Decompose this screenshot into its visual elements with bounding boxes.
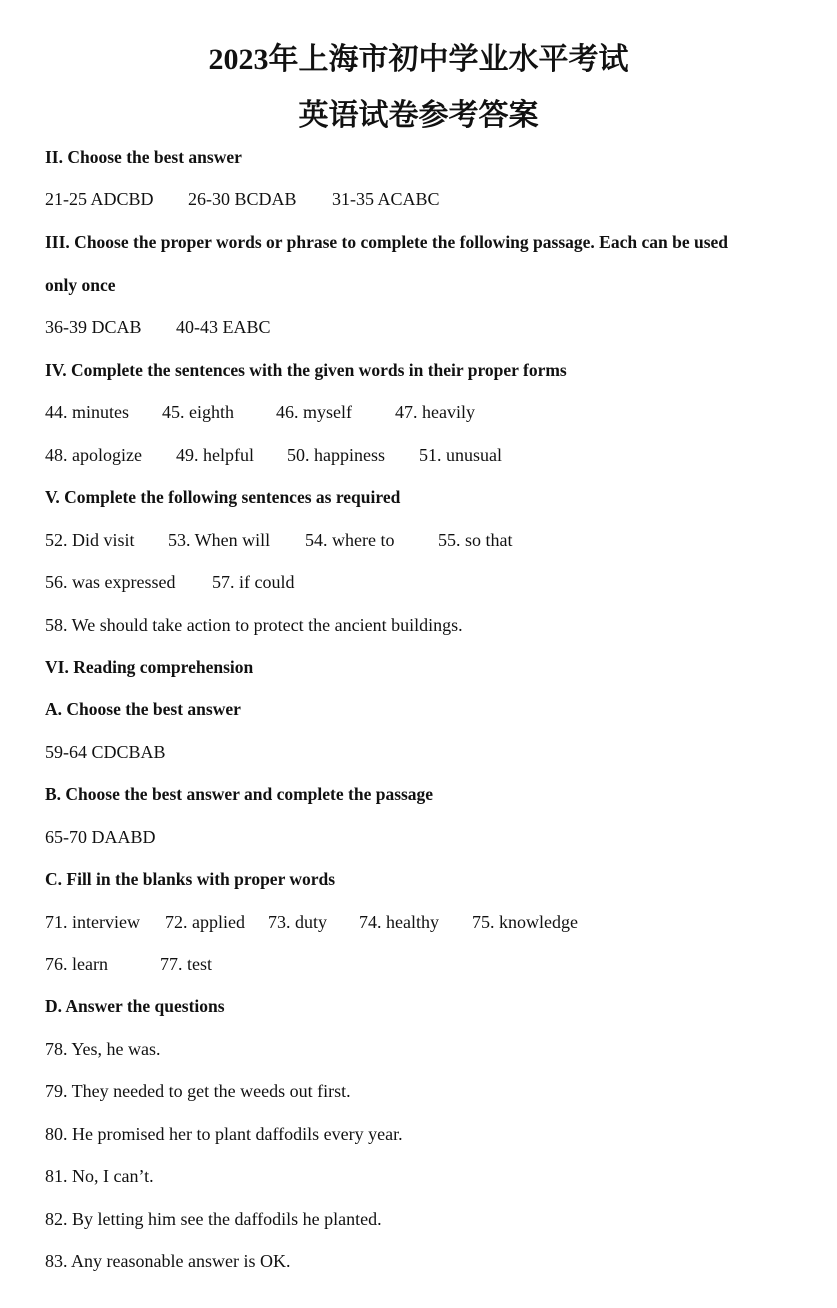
answer: 65-70 DAABD (45, 827, 156, 847)
answer: 76. learn (45, 954, 108, 974)
answer: 72. applied (165, 912, 245, 932)
answer: 46. myself (276, 402, 352, 422)
answer: 48. apologize (45, 445, 142, 465)
subsection-heading: B. Choose the best answer and complete the passage (45, 784, 434, 804)
section-heading: II. Choose the best answer (45, 147, 242, 167)
answer: 57. if could (212, 572, 295, 592)
answer: 26-30 BCDAB (188, 189, 297, 209)
answer: 81. No, I can’t. (45, 1166, 154, 1186)
section-heading: VI. Reading comprehension (45, 657, 254, 677)
document-subtitle: 英语试卷参考答案 (298, 99, 539, 132)
answer: 56. was expressed (45, 572, 176, 592)
answer: 55. so that (438, 530, 513, 550)
subsection-heading: C. Fill in the blanks with proper words (45, 869, 336, 889)
subsection-heading: D. Answer the questions (45, 996, 225, 1016)
answer: 71. interview (45, 912, 140, 932)
answer: 75. knowledge (472, 912, 578, 932)
section-heading: V. Complete the following sentences as required (45, 487, 401, 507)
answer: 79. They needed to get the weeds out first. (45, 1081, 351, 1101)
answer: 31-35 ACABC (332, 189, 440, 209)
answer: 21-25 ADCBD (45, 189, 154, 209)
subsection-heading: A. Choose the best answer (45, 699, 241, 719)
section-heading: IV. Complete the sentences with the given words in their proper forms (45, 360, 567, 380)
section-heading: III. Choose the proper words or phrase to complete the following passage. Each can be used (45, 232, 729, 252)
answer: 52. Did visit (45, 530, 135, 550)
answer: 49. helpful (176, 445, 254, 465)
answer: 40-43 EABC (176, 317, 271, 337)
answer: 36-39 DCAB (45, 317, 142, 337)
answer: 53. When will (168, 530, 271, 550)
answer: 44. minutes (45, 402, 129, 422)
answer: 58. We should take action to protect the ancient buildings. (45, 615, 463, 635)
answer: 59-64 CDCBAB (45, 742, 166, 762)
document-title: 2023年上海市初中学业水平考试 (208, 43, 629, 76)
answer: 77. test (160, 954, 212, 974)
answer: 78. Yes, he was. (45, 1039, 161, 1059)
answer: 45. eighth (162, 402, 234, 422)
section-heading-continued: only once (45, 275, 116, 295)
answer: 82. By letting him see the daffodils he planted. (45, 1209, 382, 1229)
answer: 50. happiness (287, 445, 385, 465)
answer: 73. duty (268, 912, 328, 932)
answer: 51. unusual (419, 445, 502, 465)
answer: 47. heavily (395, 402, 475, 422)
answer: 74. healthy (359, 912, 439, 932)
answer: 54. where to (305, 530, 395, 550)
answer: 83. Any reasonable answer is OK. (45, 1251, 291, 1271)
answer: 80. He promised her to plant daffodils every year. (45, 1124, 403, 1144)
